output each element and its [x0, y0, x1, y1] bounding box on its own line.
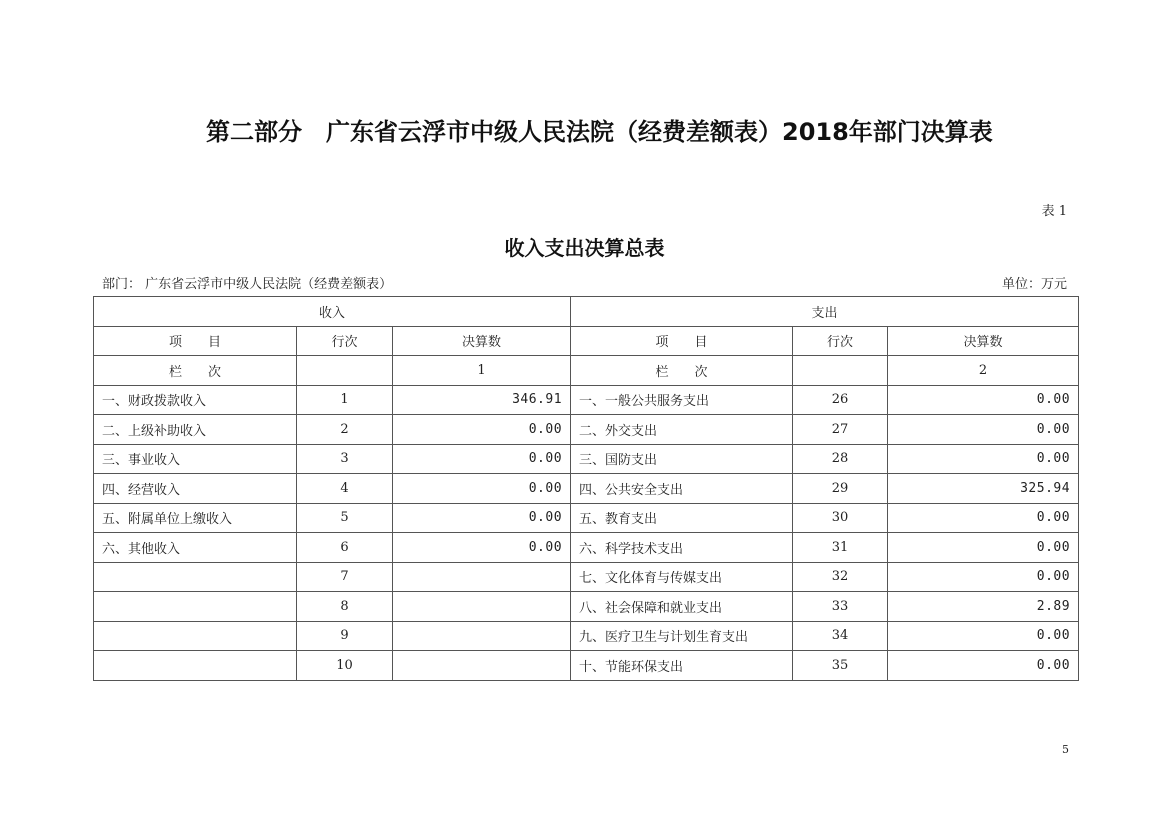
- income-amount-cell: 346.91: [393, 385, 571, 415]
- page-title: 第二部分 广东省云浮市中级人民法院（经费差额表）2018年部门决算表: [206, 118, 993, 146]
- expense-item-cell: 十、节能环保支出: [571, 651, 793, 681]
- expense-col-label: 栏 次: [571, 356, 793, 386]
- expense-row-no-cell: 28: [793, 444, 888, 474]
- table-row: [94, 533, 1079, 563]
- income-item-cell: 三、事业收入: [94, 444, 297, 474]
- expense-item-cell: 二、外交支出: [571, 415, 793, 445]
- income-item-cell: [94, 562, 297, 592]
- income-row-no-cell: 5: [297, 503, 393, 533]
- income-amount-cell: [393, 592, 571, 622]
- income-item-cell: [94, 621, 297, 651]
- expense-item-cell: 三、国防支出: [571, 444, 793, 474]
- income-item-cell: 二、上级补助收入: [94, 415, 297, 445]
- income-amount-cell: 0.00: [393, 474, 571, 504]
- income-row-no-cell: 10: [297, 651, 393, 681]
- expense-row-no-cell: 32: [793, 562, 888, 592]
- income-amount-header: 决算数: [393, 326, 571, 356]
- income-amount-cell: 0.00: [393, 415, 571, 445]
- table-row: [94, 474, 1079, 504]
- budget-table: [93, 296, 1079, 681]
- income-row-no-cell: 9: [297, 621, 393, 651]
- expense-amount-cell: 0.00: [888, 415, 1079, 445]
- expense-amount-header: 决算数: [888, 326, 1079, 356]
- expense-item-cell: 九、医疗卫生与计划生育支出: [571, 621, 793, 651]
- header-row-sections: [94, 297, 1079, 327]
- expense-amount-cell: 0.00: [888, 651, 1079, 681]
- expense-col-blank: [793, 356, 888, 386]
- table-row: [94, 621, 1079, 651]
- expense-row-no-cell: 35: [793, 651, 888, 681]
- expense-item-cell: 四、公共安全支出: [571, 474, 793, 504]
- expense-amount-cell: 0.00: [888, 503, 1079, 533]
- expense-amount-cell: 0.00: [888, 562, 1079, 592]
- income-item-cell: [94, 592, 297, 622]
- income-row-no-cell: 1: [297, 385, 393, 415]
- expense-row-no-header: 行次: [793, 326, 888, 356]
- expense-item-cell: 一、一般公共服务支出: [571, 385, 793, 415]
- income-amount-cell: [393, 621, 571, 651]
- unit-label: 单位：万元: [1001, 277, 1067, 292]
- income-item-cell: 六、其他收入: [94, 533, 297, 563]
- expense-amount-cell: 2.89: [888, 592, 1079, 622]
- expense-amount-cell: 0.00: [888, 621, 1079, 651]
- expense-item-header: 项 目: [571, 326, 793, 356]
- table-row: [94, 385, 1079, 415]
- page-number: 5: [1062, 743, 1069, 756]
- expense-row-no-cell: 29: [793, 474, 888, 504]
- income-item-header: 项 目: [94, 326, 297, 356]
- income-row-no-cell: 8: [297, 592, 393, 622]
- income-row-no-header: 行次: [297, 326, 393, 356]
- income-amount-cell: 0.00: [393, 444, 571, 474]
- expense-col-number: 2: [888, 356, 1079, 386]
- expense-item-cell: 七、文化体育与传媒支出: [571, 562, 793, 592]
- expense-item-cell: 五、教育支出: [571, 503, 793, 533]
- income-row-no-cell: 6: [297, 533, 393, 563]
- expense-item-cell: 八、社会保障和就业支出: [571, 592, 793, 622]
- income-col-number: 1: [393, 356, 571, 386]
- header-row-column-numbers: [94, 356, 1079, 386]
- expense-amount-cell: 0.00: [888, 533, 1079, 563]
- table-row: [94, 503, 1079, 533]
- header-row-columns: [94, 326, 1079, 356]
- income-item-cell: [94, 651, 297, 681]
- expense-row-no-cell: 26: [793, 385, 888, 415]
- income-item-cell: 四、经营收入: [94, 474, 297, 504]
- income-col-label: 栏 次: [94, 356, 297, 386]
- table-number: 表 1: [1041, 204, 1067, 219]
- income-row-no-cell: 3: [297, 444, 393, 474]
- income-amount-cell: [393, 651, 571, 681]
- expense-item-cell: 六、科学技术支出: [571, 533, 793, 563]
- expense-header: 支出: [571, 297, 1079, 327]
- income-amount-cell: [393, 562, 571, 592]
- income-item-cell: 一、财政拨款收入: [94, 385, 297, 415]
- income-row-no-cell: 2: [297, 415, 393, 445]
- income-amount-cell: 0.00: [393, 533, 571, 563]
- department-label: 部门： 广东省云浮市中级人民法院（经费差额表）: [102, 277, 393, 292]
- expense-amount-cell: 0.00: [888, 444, 1079, 474]
- expense-amount-cell: 325.94: [888, 474, 1079, 504]
- expense-row-no-cell: 31: [793, 533, 888, 563]
- income-amount-cell: 0.00: [393, 503, 571, 533]
- table-row: [94, 444, 1079, 474]
- table-row: [94, 415, 1079, 445]
- income-col-blank: [297, 356, 393, 386]
- table-row: [94, 592, 1079, 622]
- expense-amount-cell: 0.00: [888, 385, 1079, 415]
- expense-row-no-cell: 34: [793, 621, 888, 651]
- income-header: 收入: [94, 297, 571, 327]
- table-row: [94, 562, 1079, 592]
- expense-row-no-cell: 27: [793, 415, 888, 445]
- table-row: [94, 651, 1079, 681]
- income-row-no-cell: 4: [297, 474, 393, 504]
- income-row-no-cell: 7: [297, 562, 393, 592]
- income-item-cell: 五、附属单位上缴收入: [94, 503, 297, 533]
- expense-row-no-cell: 30: [793, 503, 888, 533]
- expense-row-no-cell: 33: [793, 592, 888, 622]
- table-title: 收入支出决算总表: [504, 236, 665, 260]
